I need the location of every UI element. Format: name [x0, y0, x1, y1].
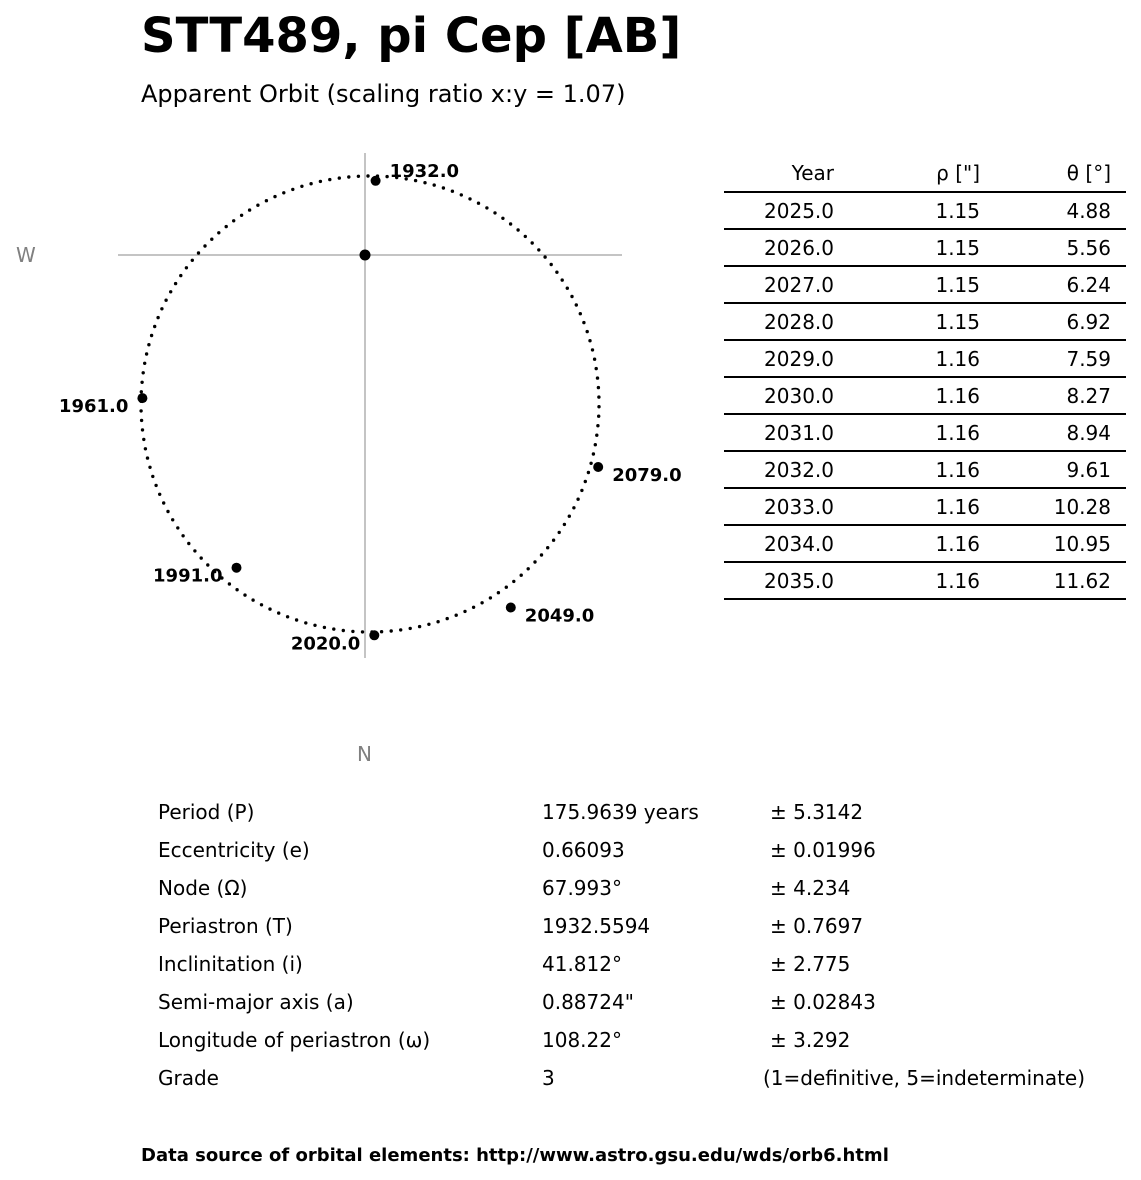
element-row	[158, 832, 1118, 870]
orbit-dot	[338, 176, 341, 179]
orbit-dot	[251, 598, 254, 601]
theta-cell: 10.95	[980, 525, 1126, 562]
header-rho: ρ ["]	[834, 155, 980, 192]
orbit-dot	[540, 553, 543, 556]
orbit-dot	[380, 630, 383, 633]
orbit-dot	[563, 523, 566, 526]
orbit-dot	[555, 271, 558, 274]
orbit-dot	[143, 362, 146, 365]
theta-cell: 7.59	[980, 340, 1126, 377]
orbit-dot	[493, 211, 496, 214]
orbit-dot	[197, 251, 200, 254]
orbit-dot	[572, 506, 575, 509]
orbit-dot	[357, 175, 360, 178]
orbit-dot	[146, 456, 149, 459]
orbit-dot	[248, 208, 251, 211]
element-name: Grade	[158, 1066, 219, 1090]
element-name: Eccentricity (e)	[158, 838, 310, 862]
orbit-dot	[589, 462, 592, 465]
element-row	[158, 908, 1118, 946]
theta-cell: 9.61	[980, 451, 1126, 488]
orbit-dot	[597, 415, 600, 418]
orbit-dot	[497, 591, 500, 594]
epoch-marker	[506, 603, 516, 613]
element-value: 175.9639 years	[542, 800, 699, 824]
orbit-dot	[145, 352, 148, 355]
ephemeris-row	[724, 414, 1126, 451]
orbit-dot	[593, 358, 596, 361]
element-value: 0.66093	[542, 838, 625, 862]
orbit-dot	[468, 197, 471, 200]
orbit-dot	[140, 390, 143, 393]
orbit-dot	[596, 424, 599, 427]
orbit-dot	[566, 287, 569, 290]
epoch-label: 2079.0	[612, 465, 682, 486]
element-value: 3	[542, 1066, 555, 1090]
year-cell: 2034.0	[724, 525, 834, 562]
rho-cell: 1.16	[834, 525, 980, 562]
orbit-dot	[158, 493, 161, 496]
orbit-dot	[586, 330, 589, 333]
header-year: Year	[724, 155, 834, 192]
element-row	[158, 1022, 1118, 1060]
orbit-dot	[537, 248, 540, 251]
ephemeris-row	[724, 562, 1126, 599]
orbit-dot	[584, 480, 587, 483]
orbit-dot	[228, 582, 231, 585]
epoch-markers	[59, 161, 682, 655]
west-label: W	[16, 243, 36, 267]
orbit-dot	[169, 290, 172, 293]
orbit-dot	[520, 574, 523, 577]
orbit-dot	[588, 339, 591, 342]
orbit-dot	[142, 438, 145, 441]
orbit-dot	[568, 515, 571, 518]
orbit-dot	[148, 466, 151, 469]
orbit-dot	[558, 531, 561, 534]
orbit-dot	[505, 586, 508, 589]
orbit-dot	[328, 178, 331, 181]
orbit-dot	[243, 593, 246, 596]
orbit-dot	[147, 343, 150, 346]
orbit-dot	[291, 188, 294, 191]
ephemeris-row	[724, 377, 1126, 414]
epoch-label: 2020.0	[290, 633, 361, 655]
element-row	[158, 870, 1118, 908]
orbit-dot	[463, 610, 466, 613]
orbit-dot	[501, 217, 504, 220]
orbit-dot	[477, 202, 480, 205]
ephemeris-row	[724, 303, 1126, 340]
ephemeris-row	[724, 488, 1126, 525]
year-cell: 2029.0	[724, 340, 834, 377]
data-source-note: Data source of orbital elements: http://www.astro.gsu.edu/wds/orb6.html	[141, 1145, 889, 1166]
orbit-dot	[140, 419, 143, 422]
orbit-dot	[332, 627, 335, 630]
element-row	[158, 794, 1118, 832]
theta-cell: 10.28	[980, 488, 1126, 525]
orbit-dot	[509, 222, 512, 225]
theta-cell: 11.62	[980, 562, 1126, 599]
year-cell: 2028.0	[724, 303, 834, 340]
header-theta: θ [°]	[980, 155, 1126, 192]
epoch-marker	[371, 176, 381, 186]
element-name: Inclinitation (i)	[158, 952, 303, 976]
rho-cell: 1.15	[834, 303, 980, 340]
element-name: Period (P)	[158, 800, 255, 824]
orbit-dot	[596, 376, 599, 379]
orbit-dot	[232, 219, 235, 222]
orbit-dot	[185, 266, 188, 269]
orbit-dot	[319, 180, 322, 183]
element-name: Semi-major axis (a)	[158, 990, 354, 1014]
rho-cell: 1.16	[834, 488, 980, 525]
orbit-dot	[342, 629, 345, 632]
orbit-dot	[150, 334, 153, 337]
orbit-dot	[543, 255, 546, 258]
rho-cell: 1.15	[834, 192, 980, 229]
rho-cell: 1.16	[834, 414, 980, 451]
orbit-dot	[480, 601, 483, 604]
theta-cell: 6.92	[980, 303, 1126, 340]
element-error: (1=definitive, 5=indeterminate)	[763, 1066, 1086, 1090]
epoch-marker	[369, 630, 379, 640]
year-cell: 2025.0	[724, 192, 834, 229]
year-cell: 2033.0	[724, 488, 834, 525]
orbit-dot	[273, 195, 276, 198]
epoch-marker	[232, 563, 242, 573]
page-title: STT489, pi Cep [AB]	[141, 8, 682, 64]
rho-cell: 1.15	[834, 229, 980, 266]
epoch-label: 2049.0	[524, 605, 595, 627]
orbit-dot	[187, 542, 190, 545]
rho-cell: 1.16	[834, 562, 980, 599]
orbit-dot	[156, 316, 159, 319]
orbit-dot	[164, 299, 167, 302]
orbit-dot	[179, 274, 182, 277]
theta-cell: 8.94	[980, 414, 1126, 451]
epoch-label: 1961.0	[58, 396, 129, 418]
element-name: Longitude of periastron (ω)	[158, 1028, 431, 1052]
orbit-dot	[176, 526, 179, 529]
orbit-dot	[533, 560, 536, 563]
page-subtitle: Apparent Orbit (scaling ratio x:y = 1.07)	[141, 80, 626, 108]
year-cell: 2031.0	[724, 414, 834, 451]
orbit-dot	[304, 621, 307, 624]
orbit-dot	[527, 567, 530, 570]
orbit-dot	[268, 607, 271, 610]
orbit-dot	[446, 617, 449, 620]
theta-cell: 6.24	[980, 266, 1126, 303]
orbit-dot	[399, 628, 402, 631]
orbit-dot	[200, 556, 203, 559]
element-name: Periastron (T)	[158, 914, 293, 938]
orbit-dot	[193, 549, 196, 552]
axes	[16, 153, 622, 766]
element-value: 41.812°	[542, 952, 622, 976]
ephemeris-row	[724, 192, 1126, 229]
orbit-dot	[460, 193, 463, 196]
orbit-dot	[597, 395, 600, 398]
theta-cell: 4.88	[980, 192, 1126, 229]
orbit-dot	[151, 475, 154, 478]
orbit-dot	[591, 348, 594, 351]
ephemeris-row	[724, 266, 1126, 303]
element-row	[158, 1060, 1118, 1098]
epoch-marker	[593, 462, 603, 472]
orbit-dot	[597, 405, 600, 408]
ephemeris-table	[724, 155, 1126, 600]
orbit-dot	[485, 206, 488, 209]
orbit-dot	[472, 606, 475, 609]
orbit-dot	[433, 183, 436, 186]
orbit-dot	[409, 627, 412, 630]
orbit-dot	[366, 174, 369, 177]
orbit-dot	[154, 484, 157, 487]
rho-cell: 1.16	[834, 340, 980, 377]
element-row	[158, 946, 1118, 984]
orbit-dot	[427, 623, 430, 626]
orbit-dot	[489, 596, 492, 599]
orbit-dot	[575, 303, 578, 306]
orbit-dot	[323, 626, 326, 629]
orbit-dot	[300, 185, 303, 188]
epoch-label: 1991.0	[153, 565, 223, 587]
primary-star-marker	[360, 250, 371, 261]
theta-cell: 8.27	[980, 377, 1126, 414]
orbit-dot	[524, 235, 527, 238]
orbit-dot	[592, 452, 595, 455]
orbit-dot	[309, 182, 312, 185]
orbit-dot	[277, 611, 280, 614]
orbit-dot	[361, 630, 364, 633]
orbit-dot	[286, 615, 289, 618]
ephemeris-row	[724, 340, 1126, 377]
orbit-dot	[153, 325, 156, 328]
orbit-dot	[162, 501, 165, 504]
orbit-dot	[260, 603, 263, 606]
orbit-dot	[191, 259, 194, 262]
element-error: ± 2.775	[770, 952, 851, 976]
epoch-marker	[137, 393, 147, 403]
north-label: N	[357, 742, 372, 766]
orbit-dot	[561, 278, 564, 281]
orbit-dot	[203, 244, 206, 247]
orbit-dot	[442, 186, 445, 189]
orbit-dot	[552, 539, 555, 542]
year-cell: 2027.0	[724, 266, 834, 303]
orbit-dot	[455, 614, 458, 617]
orbit-dot	[390, 629, 393, 632]
orbit-dot	[418, 625, 421, 628]
ephemeris-row	[724, 525, 1126, 562]
orbit-dot	[160, 307, 163, 310]
element-row	[158, 984, 1118, 1022]
orbit-dot	[174, 282, 177, 285]
orbit-plot	[0, 140, 700, 780]
orbit-dot	[139, 409, 142, 412]
year-cell: 2035.0	[724, 562, 834, 599]
orbit-dot	[313, 624, 316, 627]
element-value: 67.993°	[542, 876, 622, 900]
element-name: Node (Ω)	[158, 876, 248, 900]
element-value: 0.88724"	[542, 990, 634, 1014]
orbit-dot	[225, 225, 228, 228]
orbit-dot	[595, 434, 598, 437]
element-error: ± 0.01996	[770, 838, 876, 862]
orbit-dot	[282, 191, 285, 194]
rho-cell: 1.16	[834, 451, 980, 488]
orbit-dot	[516, 228, 519, 231]
rho-cell: 1.16	[834, 377, 980, 414]
year-cell: 2032.0	[724, 451, 834, 488]
element-error: ± 0.7697	[770, 914, 864, 938]
orbit-dot	[240, 214, 243, 217]
year-cell: 2026.0	[724, 229, 834, 266]
rho-cell: 1.15	[834, 266, 980, 303]
orbit-dot	[166, 510, 169, 513]
orbit-dot	[594, 443, 597, 446]
orbit-dot	[550, 263, 553, 266]
orbit-dot	[144, 447, 147, 450]
orbit-dot	[265, 199, 268, 202]
orbit-dot	[512, 580, 515, 583]
orbit-dot	[582, 321, 585, 324]
orbit-dot	[570, 295, 573, 298]
theta-cell: 5.56	[980, 229, 1126, 266]
orbit-dot	[142, 371, 145, 374]
orbit-dot	[141, 428, 144, 431]
orbit-dot	[385, 175, 388, 178]
orbit-dot	[436, 620, 439, 623]
orbit-dot	[181, 534, 184, 537]
orbital-elements	[158, 794, 1118, 1098]
orbit-dot	[217, 231, 220, 234]
orbit-dot	[347, 175, 350, 178]
orbit-dot	[210, 238, 213, 241]
epoch-label: 1932.0	[389, 160, 460, 182]
orbit-dot	[595, 367, 598, 370]
orbit-dot	[295, 618, 298, 621]
orbit-dot	[579, 312, 582, 315]
orbit-dot	[576, 498, 579, 501]
orbit-dot	[587, 471, 590, 474]
year-cell: 2030.0	[724, 377, 834, 414]
element-error: ± 5.3142	[770, 800, 864, 824]
element-error: ± 3.292	[770, 1028, 851, 1052]
ephemeris-row	[724, 451, 1126, 488]
orbit-dot	[546, 546, 549, 549]
orbit-dot	[531, 241, 534, 244]
orbit-dot	[171, 518, 174, 521]
element-value: 108.22°	[542, 1028, 622, 1052]
orbit-dot	[451, 190, 454, 193]
orbit-dot	[235, 588, 238, 591]
ephemeris-header-row	[724, 155, 1126, 192]
element-error: ± 0.02843	[770, 990, 876, 1014]
orbit-dot	[597, 386, 600, 389]
orbit-dot	[580, 489, 583, 492]
element-value: 1932.5594	[542, 914, 651, 938]
ephemeris-row	[724, 229, 1126, 266]
orbit-dot	[256, 204, 259, 207]
orbit-dot	[140, 381, 143, 384]
element-error: ± 4.234	[770, 876, 851, 900]
